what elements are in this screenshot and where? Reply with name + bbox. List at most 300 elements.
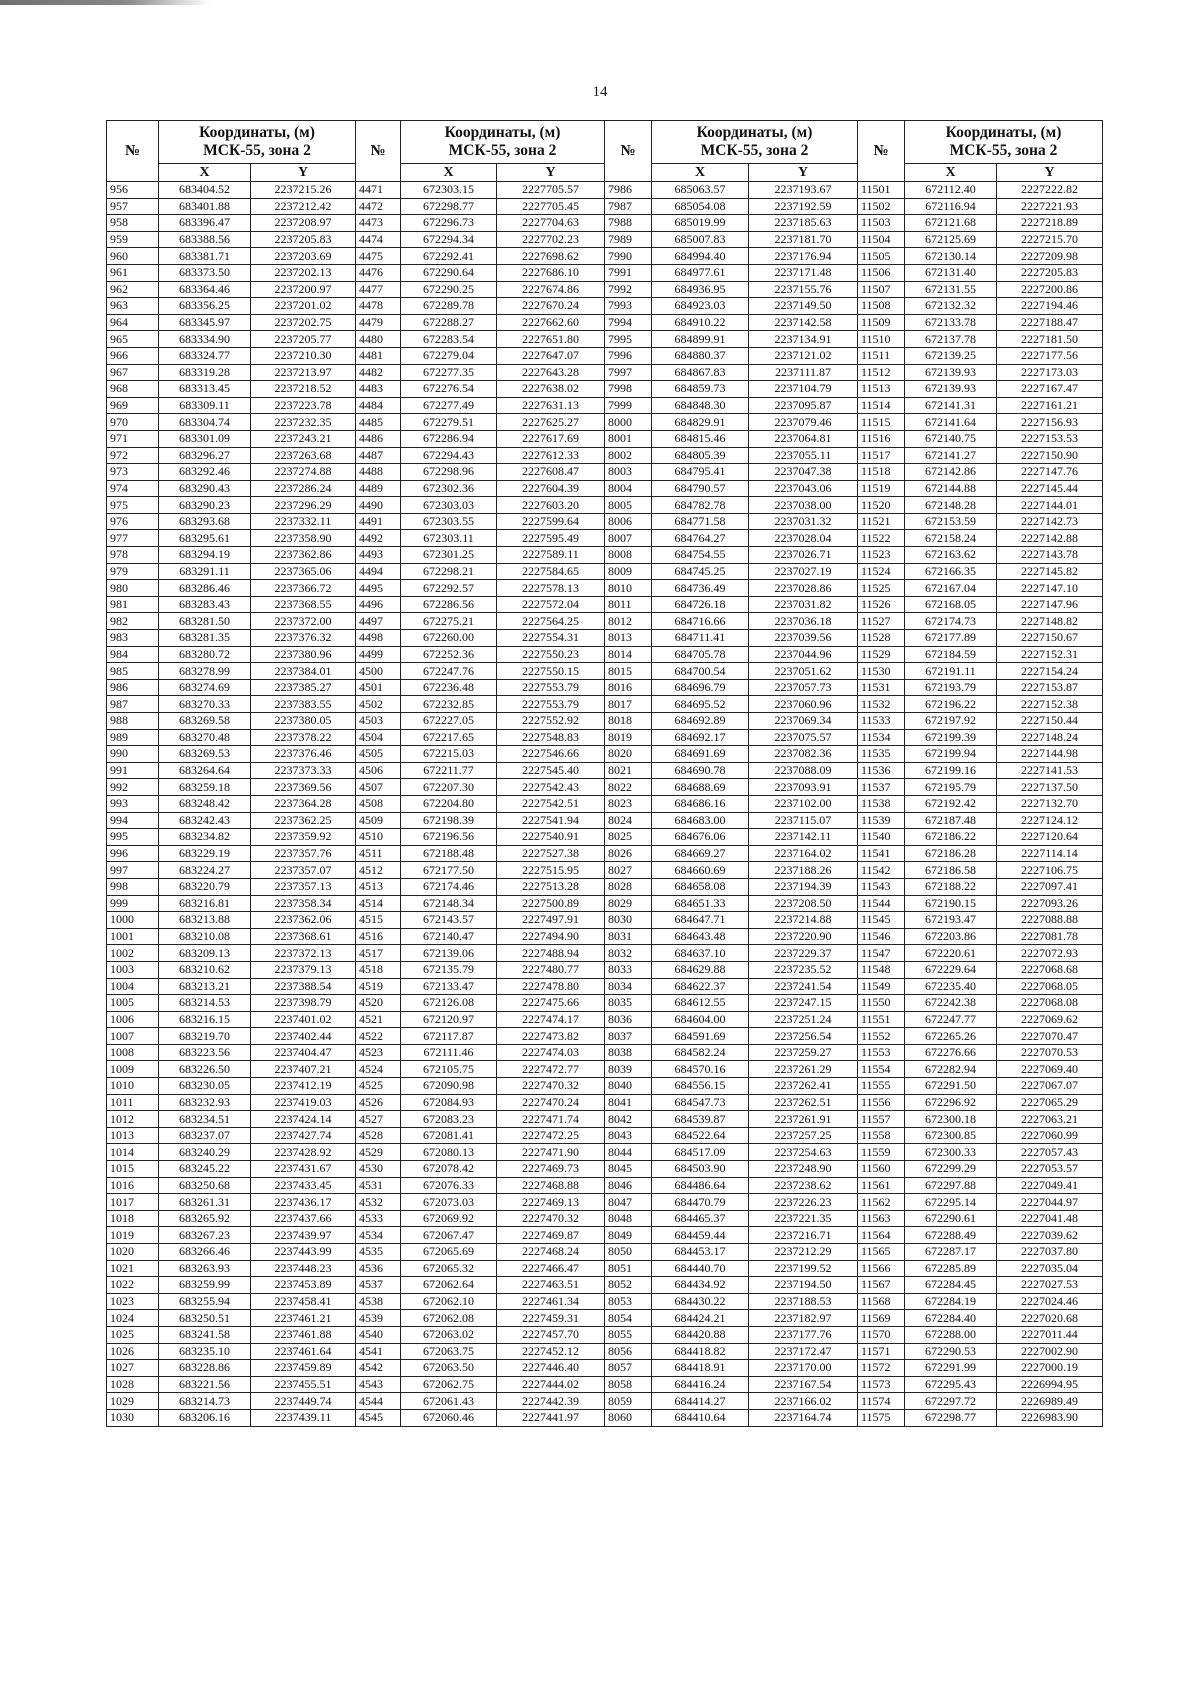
y-coordinate-cell: 2237202.75 — [251, 314, 356, 331]
point-number-cell: 11506 — [858, 264, 905, 281]
point-number-cell: 1000 — [107, 912, 159, 929]
point-number-cell: 1016 — [107, 1177, 159, 1194]
point-number-cell: 1018 — [107, 1210, 159, 1227]
x-coordinate-cell: 672300.33 — [905, 1144, 997, 1161]
point-number-cell: 8035 — [605, 995, 652, 1012]
point-number-cell: 8002 — [605, 447, 652, 464]
point-number-cell: 8020 — [605, 746, 652, 763]
y-coordinate-cell: 2227515.95 — [497, 862, 605, 879]
y-coordinate-cell: 2227459.31 — [497, 1310, 605, 1327]
point-number-cell: 993 — [107, 795, 159, 812]
y-coordinate-cell: 2227542.43 — [497, 779, 605, 796]
x-coordinate-cell: 685054.08 — [652, 198, 749, 215]
point-number-cell: 11538 — [858, 795, 905, 812]
x-coordinate-cell: 672265.26 — [905, 1028, 997, 1045]
point-number-cell: 970 — [107, 414, 159, 431]
y-coordinate-cell: 2237461.21 — [251, 1310, 356, 1327]
point-number-cell: 11516 — [858, 430, 905, 447]
x-coordinate-cell: 684582.24 — [652, 1044, 749, 1061]
point-number-cell: 11543 — [858, 878, 905, 895]
y-coordinate-cell: 2237358.90 — [251, 530, 356, 547]
y-coordinate-cell: 2227474.17 — [497, 1011, 605, 1028]
point-number-cell: 8047 — [605, 1194, 652, 1211]
point-number-cell: 8037 — [605, 1028, 652, 1045]
point-number-cell: 979 — [107, 563, 159, 580]
y-coordinate-cell: 2237203.69 — [251, 248, 356, 265]
point-number-cell: 972 — [107, 447, 159, 464]
table-row — [107, 513, 1103, 530]
x-coordinate-cell: 672140.47 — [401, 928, 497, 945]
table-row — [107, 663, 1103, 680]
point-number-cell: 4542 — [356, 1360, 401, 1377]
x-coordinate-cell: 672191.11 — [905, 663, 997, 680]
point-number-cell: 1002 — [107, 945, 159, 962]
point-number-cell: 8018 — [605, 713, 652, 730]
y-coordinate-cell: 2227053.57 — [997, 1161, 1103, 1178]
x-coordinate-cell: 684658.08 — [652, 878, 749, 895]
point-number-cell: 11546 — [858, 928, 905, 945]
x-coordinate-cell: 684556.15 — [652, 1078, 749, 1095]
y-coordinate-cell: 2227124.12 — [997, 812, 1103, 829]
x-coordinate-cell: 683221.56 — [159, 1376, 251, 1393]
point-number-cell: 1026 — [107, 1343, 159, 1360]
x-coordinate-cell: 672186.22 — [905, 829, 997, 846]
x-coordinate-cell: 672126.08 — [401, 995, 497, 1012]
y-coordinate-cell: 2227553.79 — [497, 679, 605, 696]
y-coordinate-cell: 2227002.90 — [997, 1343, 1103, 1360]
x-coordinate-cell: 683235.10 — [159, 1343, 251, 1360]
point-number-cell: 4484 — [356, 397, 401, 414]
point-number-cell: 4472 — [356, 198, 401, 215]
y-coordinate-cell: 2237251.24 — [749, 1011, 858, 1028]
point-number-cell: 7988 — [605, 215, 652, 232]
x-coordinate-cell: 672065.32 — [401, 1260, 497, 1277]
y-coordinate-cell: 2227153.87 — [997, 679, 1103, 696]
y-coordinate-cell: 2227552.92 — [497, 713, 605, 730]
y-coordinate-cell: 2237192.59 — [749, 198, 858, 215]
point-number-cell: 4473 — [356, 215, 401, 232]
x-coordinate-cell: 683255.94 — [159, 1293, 251, 1310]
point-number-cell: 11519 — [858, 480, 905, 497]
y-coordinate-cell: 2237213.97 — [251, 364, 356, 381]
y-coordinate-cell: 2237398.79 — [251, 995, 356, 1012]
x-coordinate-cell: 684570.16 — [652, 1061, 749, 1078]
point-number-cell: 4479 — [356, 314, 401, 331]
y-coordinate-cell: 2237102.00 — [749, 795, 858, 812]
point-number-cell: 11566 — [858, 1260, 905, 1277]
x-coordinate-cell: 684726.18 — [652, 596, 749, 613]
point-number-cell: 1029 — [107, 1393, 159, 1410]
x-coordinate-cell: 683281.50 — [159, 613, 251, 630]
y-coordinate-cell: 2227152.38 — [997, 696, 1103, 713]
y-coordinate-cell: 2237257.25 — [749, 1127, 858, 1144]
point-number-cell: 11536 — [858, 762, 905, 779]
point-number-cell: 11526 — [858, 596, 905, 613]
y-coordinate-cell: 2227177.56 — [997, 347, 1103, 364]
y-coordinate-cell: 2237376.46 — [251, 746, 356, 763]
x-coordinate-cell: 684503.90 — [652, 1161, 749, 1178]
y-coordinate-cell: 2227222.82 — [997, 182, 1103, 199]
table-row — [107, 1011, 1103, 1028]
y-coordinate-cell: 2237104.79 — [749, 381, 858, 398]
x-coordinate-cell: 672276.66 — [905, 1044, 997, 1061]
point-number-cell: 8015 — [605, 663, 652, 680]
point-number-cell: 8038 — [605, 1044, 652, 1061]
point-number-cell: 1025 — [107, 1326, 159, 1343]
y-coordinate-cell: 2227142.88 — [997, 530, 1103, 547]
y-coordinate-cell: 2227221.93 — [997, 198, 1103, 215]
point-number-cell: 11574 — [858, 1393, 905, 1410]
y-coordinate-cell: 2237461.64 — [251, 1343, 356, 1360]
point-number-cell: 1005 — [107, 995, 159, 1012]
coordinates-header — [905, 121, 1103, 164]
x-coordinate-cell: 672196.56 — [401, 829, 497, 846]
point-number-cell: 4543 — [356, 1376, 401, 1393]
y-coordinate-cell: 2227638.02 — [497, 381, 605, 398]
point-number-cell: 11564 — [858, 1227, 905, 1244]
x-coordinate-cell: 672062.08 — [401, 1310, 497, 1327]
table-row — [107, 1260, 1103, 1277]
x-coordinate-cell: 684416.24 — [652, 1376, 749, 1393]
point-number-cell: 11559 — [858, 1144, 905, 1161]
y-coordinate-cell: 2237443.99 — [251, 1244, 356, 1261]
x-coordinate-cell: 672190.15 — [905, 895, 997, 912]
point-number-cell: 8030 — [605, 912, 652, 929]
point-number-cell: 8059 — [605, 1393, 652, 1410]
y-coordinate-cell: 2237248.90 — [749, 1161, 858, 1178]
table-row — [107, 679, 1103, 696]
point-number-cell: 4498 — [356, 630, 401, 647]
y-coordinate-cell: 2237407.21 — [251, 1061, 356, 1078]
point-number-cell: 4512 — [356, 862, 401, 879]
y-coordinate-cell: 2237036.18 — [749, 613, 858, 630]
x-coordinate-cell: 683290.43 — [159, 480, 251, 497]
y-coordinate-cell: 2227461.34 — [497, 1293, 605, 1310]
point-number-cell: 7996 — [605, 347, 652, 364]
y-coordinate-cell: 2237194.50 — [749, 1277, 858, 1294]
table-row — [107, 945, 1103, 962]
point-number-cell: 8010 — [605, 580, 652, 597]
x-coordinate-cell: 672135.79 — [401, 961, 497, 978]
point-number-cell: 11560 — [858, 1161, 905, 1178]
table-row — [107, 1227, 1103, 1244]
point-number-cell: 8049 — [605, 1227, 652, 1244]
y-coordinate-cell: 2227088.88 — [997, 912, 1103, 929]
y-coordinate-cell: 2227527.38 — [497, 845, 605, 862]
y-coordinate-cell: 2237111.87 — [749, 364, 858, 381]
x-coordinate-cell: 684711.41 — [652, 630, 749, 647]
table-row — [107, 364, 1103, 381]
x-coordinate-cell: 672247.77 — [905, 1011, 997, 1028]
x-coordinate-cell: 672168.05 — [905, 596, 997, 613]
table-row — [107, 281, 1103, 298]
x-column-header: X — [401, 164, 497, 182]
point-number-cell: 1019 — [107, 1227, 159, 1244]
x-coordinate-cell: 672215.03 — [401, 746, 497, 763]
y-coordinate-cell: 2237424.14 — [251, 1111, 356, 1128]
y-coordinate-cell: 2237134.91 — [749, 331, 858, 348]
x-coordinate-cell: 683296.27 — [159, 447, 251, 464]
point-number-cell: 11502 — [858, 198, 905, 215]
x-coordinate-cell: 684736.49 — [652, 580, 749, 597]
point-number-cell: 11509 — [858, 314, 905, 331]
y-coordinate-cell: 2227141.53 — [997, 762, 1103, 779]
x-coordinate-cell: 672120.97 — [401, 1011, 497, 1028]
point-number-cell: 8044 — [605, 1144, 652, 1161]
x-coordinate-cell: 683301.09 — [159, 430, 251, 447]
y-coordinate-cell: 2237115.07 — [749, 812, 858, 829]
x-coordinate-cell: 684686.16 — [652, 795, 749, 812]
y-coordinate-cell: 2227114.14 — [997, 845, 1103, 862]
x-coordinate-cell: 683242.43 — [159, 812, 251, 829]
table-row — [107, 331, 1103, 348]
x-coordinate-cell: 684859.73 — [652, 381, 749, 398]
x-coordinate-cell: 683364.46 — [159, 281, 251, 298]
x-coordinate-cell: 672242.38 — [905, 995, 997, 1012]
y-coordinate-cell: 2227041.48 — [997, 1210, 1103, 1227]
point-number-cell: 8001 — [605, 430, 652, 447]
point-number-cell: 999 — [107, 895, 159, 912]
y-coordinate-cell: 2237028.04 — [749, 530, 858, 547]
point-number-cell: 11563 — [858, 1210, 905, 1227]
x-coordinate-cell: 672276.54 — [401, 381, 497, 398]
point-number-cell: 11532 — [858, 696, 905, 713]
x-coordinate-cell: 672186.58 — [905, 862, 997, 879]
y-coordinate-cell: 2237378.22 — [251, 729, 356, 746]
y-coordinate-cell: 2227093.26 — [997, 895, 1103, 912]
x-coordinate-cell: 672131.40 — [905, 264, 997, 281]
y-coordinate-cell: 2227181.50 — [997, 331, 1103, 348]
x-coordinate-cell: 684676.06 — [652, 829, 749, 846]
point-number-cell: 4480 — [356, 331, 401, 348]
x-coordinate-cell: 683224.27 — [159, 862, 251, 879]
scan-artifact — [0, 0, 210, 5]
y-coordinate-cell: 2237051.62 — [749, 663, 858, 680]
x-coordinate-cell: 683269.53 — [159, 746, 251, 763]
point-number-cell: 8009 — [605, 563, 652, 580]
point-number-cell: 4485 — [356, 414, 401, 431]
x-coordinate-cell: 672133.78 — [905, 314, 997, 331]
y-coordinate-cell: 2227065.29 — [997, 1094, 1103, 1111]
point-number-cell: 11507 — [858, 281, 905, 298]
y-coordinate-cell: 2227024.46 — [997, 1293, 1103, 1310]
point-number-cell: 8041 — [605, 1094, 652, 1111]
x-coordinate-cell: 683356.25 — [159, 298, 251, 315]
y-coordinate-cell: 2237372.00 — [251, 613, 356, 630]
y-coordinate-cell: 2237372.13 — [251, 945, 356, 962]
point-number-cell: 4545 — [356, 1409, 401, 1426]
x-coordinate-cell: 683226.50 — [159, 1061, 251, 1078]
y-coordinate-cell: 2237166.02 — [749, 1393, 858, 1410]
y-coordinate-cell: 2237358.34 — [251, 895, 356, 912]
point-number-cell: 11568 — [858, 1293, 905, 1310]
y-coordinate-cell: 2227553.79 — [497, 696, 605, 713]
point-number-cell: 4478 — [356, 298, 401, 315]
x-coordinate-cell: 683396.47 — [159, 215, 251, 232]
x-coordinate-cell: 672063.75 — [401, 1343, 497, 1360]
y-coordinate-cell: 2237368.55 — [251, 596, 356, 613]
table-row — [107, 231, 1103, 248]
point-number-cell: 4495 — [356, 580, 401, 597]
y-coordinate-cell: 2237263.68 — [251, 447, 356, 464]
y-coordinate-cell: 2227147.10 — [997, 580, 1103, 597]
point-number-cell: 983 — [107, 630, 159, 647]
point-number-cell: 11505 — [858, 248, 905, 265]
table-row — [107, 895, 1103, 912]
table-row — [107, 1094, 1103, 1111]
point-number-cell: 8055 — [605, 1326, 652, 1343]
y-column-header: Y — [251, 164, 356, 182]
x-coordinate-cell: 672090.98 — [401, 1078, 497, 1095]
point-number-cell: 4524 — [356, 1061, 401, 1078]
table-row — [107, 580, 1103, 597]
x-coordinate-cell: 672141.27 — [905, 447, 997, 464]
x-coordinate-cell: 683219.70 — [159, 1028, 251, 1045]
y-coordinate-cell: 2227148.82 — [997, 613, 1103, 630]
coordinates-header — [401, 121, 605, 164]
point-number-cell: 1028 — [107, 1376, 159, 1393]
point-number-cell: 8033 — [605, 961, 652, 978]
y-coordinate-cell: 2227027.53 — [997, 1277, 1103, 1294]
coordinates-header — [652, 121, 858, 164]
y-coordinate-cell: 2227442.39 — [497, 1393, 605, 1410]
x-coordinate-cell: 672211.77 — [401, 762, 497, 779]
y-coordinate-cell: 2227037.80 — [997, 1244, 1103, 1261]
table-row — [107, 779, 1103, 796]
point-number-cell: 1012 — [107, 1111, 159, 1128]
x-coordinate-cell: 683232.93 — [159, 1094, 251, 1111]
table-row — [107, 347, 1103, 364]
y-coordinate-cell: 2237439.11 — [251, 1409, 356, 1426]
x-coordinate-cell: 684414.27 — [652, 1393, 749, 1410]
y-coordinate-cell: 2237362.86 — [251, 547, 356, 564]
x-coordinate-cell: 672229.64 — [905, 961, 997, 978]
y-coordinate-cell: 2237453.89 — [251, 1277, 356, 1294]
y-coordinate-cell: 2227068.68 — [997, 961, 1103, 978]
coordinate-system: МСК-55, зона 2 — [949, 142, 1058, 159]
y-coordinate-cell: 2227069.40 — [997, 1061, 1103, 1078]
x-coordinate-cell: 672303.55 — [401, 513, 497, 530]
y-coordinate-cell: 2227020.68 — [997, 1310, 1103, 1327]
x-coordinate-cell: 684604.00 — [652, 1011, 749, 1028]
x-coordinate-cell: 672284.19 — [905, 1293, 997, 1310]
point-number-cell: 11552 — [858, 1028, 905, 1045]
y-coordinate-cell: 2237449.74 — [251, 1393, 356, 1410]
y-column-header: Y — [749, 164, 858, 182]
point-number-cell: 988 — [107, 713, 159, 730]
x-coordinate-cell: 684629.88 — [652, 961, 749, 978]
x-coordinate-cell: 684660.69 — [652, 862, 749, 879]
point-number-cell: 8008 — [605, 547, 652, 564]
point-number-cell: 1020 — [107, 1244, 159, 1261]
point-number-cell: 8026 — [605, 845, 652, 862]
y-coordinate-cell: 2237172.47 — [749, 1343, 858, 1360]
y-coordinate-cell: 2227068.08 — [997, 995, 1103, 1012]
x-coordinate-cell: 672235.40 — [905, 978, 997, 995]
x-coordinate-cell: 683267.23 — [159, 1227, 251, 1244]
point-number-cell: 956 — [107, 182, 159, 199]
point-number-cell: 8005 — [605, 497, 652, 514]
x-coordinate-cell: 683290.23 — [159, 497, 251, 514]
x-coordinate-cell: 683263.93 — [159, 1260, 251, 1277]
x-coordinate-cell: 684430.22 — [652, 1293, 749, 1310]
x-coordinate-cell: 685007.83 — [652, 231, 749, 248]
point-number-cell: 1014 — [107, 1144, 159, 1161]
x-coordinate-cell: 672132.32 — [905, 298, 997, 315]
y-coordinate-cell: 2227137.50 — [997, 779, 1103, 796]
y-coordinate-cell: 2237199.52 — [749, 1260, 858, 1277]
point-number-cell: 977 — [107, 530, 159, 547]
point-number-cell: 7987 — [605, 198, 652, 215]
x-coordinate-cell: 672197.92 — [905, 713, 997, 730]
x-coordinate-cell: 683214.53 — [159, 995, 251, 1012]
x-coordinate-cell: 672158.24 — [905, 530, 997, 547]
point-number-cell: 4489 — [356, 480, 401, 497]
y-coordinate-cell: 2227469.13 — [497, 1194, 605, 1211]
point-number-cell: 1022 — [107, 1277, 159, 1294]
point-number-cell: 8042 — [605, 1111, 652, 1128]
table-row — [107, 497, 1103, 514]
point-number-cell: 4506 — [356, 762, 401, 779]
y-coordinate-cell: 2237212.42 — [251, 198, 356, 215]
point-number-cell: 8013 — [605, 630, 652, 647]
y-coordinate-cell: 2227473.82 — [497, 1028, 605, 1045]
x-coordinate-cell: 683381.71 — [159, 248, 251, 265]
x-coordinate-cell: 683286.46 — [159, 580, 251, 597]
x-coordinate-cell: 672204.80 — [401, 795, 497, 812]
y-coordinate-cell: 2227132.70 — [997, 795, 1103, 812]
x-coordinate-cell: 672142.86 — [905, 464, 997, 481]
y-coordinate-cell: 2227554.31 — [497, 630, 605, 647]
point-number-cell: 8012 — [605, 613, 652, 630]
point-number-cell: 971 — [107, 430, 159, 447]
point-number-cell: 4476 — [356, 264, 401, 281]
y-coordinate-cell: 2227472.77 — [497, 1061, 605, 1078]
y-coordinate-cell: 2227603.20 — [497, 497, 605, 514]
x-coordinate-cell: 672303.03 — [401, 497, 497, 514]
point-number-cell: 4518 — [356, 961, 401, 978]
point-number-cell: 4491 — [356, 513, 401, 530]
x-coordinate-cell: 672153.59 — [905, 513, 997, 530]
y-coordinate-cell: 2237380.96 — [251, 646, 356, 663]
table-row — [107, 995, 1103, 1012]
table-row — [107, 464, 1103, 481]
y-coordinate-cell: 2227205.83 — [997, 264, 1103, 281]
point-number-cell: 1013 — [107, 1127, 159, 1144]
x-coordinate-cell: 672286.56 — [401, 596, 497, 613]
y-coordinate-cell: 2237262.51 — [749, 1094, 858, 1111]
point-number-cell: 11529 — [858, 646, 905, 663]
x-coordinate-cell: 683223.56 — [159, 1044, 251, 1061]
y-coordinate-cell: 2237047.38 — [749, 464, 858, 481]
y-coordinate-cell: 2237205.77 — [251, 331, 356, 348]
y-coordinate-cell: 2237176.94 — [749, 248, 858, 265]
x-coordinate-cell: 672288.00 — [905, 1326, 997, 1343]
point-number-cell: 8048 — [605, 1210, 652, 1227]
x-coordinate-cell: 672060.46 — [401, 1409, 497, 1426]
y-coordinate-cell: 2237229.37 — [749, 945, 858, 962]
x-coordinate-cell: 684643.48 — [652, 928, 749, 945]
x-coordinate-cell: 672130.14 — [905, 248, 997, 265]
point-number-cell: 11550 — [858, 995, 905, 1012]
point-number-cell: 4530 — [356, 1161, 401, 1178]
x-coordinate-cell: 672296.92 — [905, 1094, 997, 1111]
point-number-cell: 8029 — [605, 895, 652, 912]
x-coordinate-cell: 684691.69 — [652, 746, 749, 763]
y-coordinate-cell: 2227067.07 — [997, 1078, 1103, 1095]
x-coordinate-cell: 683270.33 — [159, 696, 251, 713]
x-column-header: X — [652, 164, 749, 182]
